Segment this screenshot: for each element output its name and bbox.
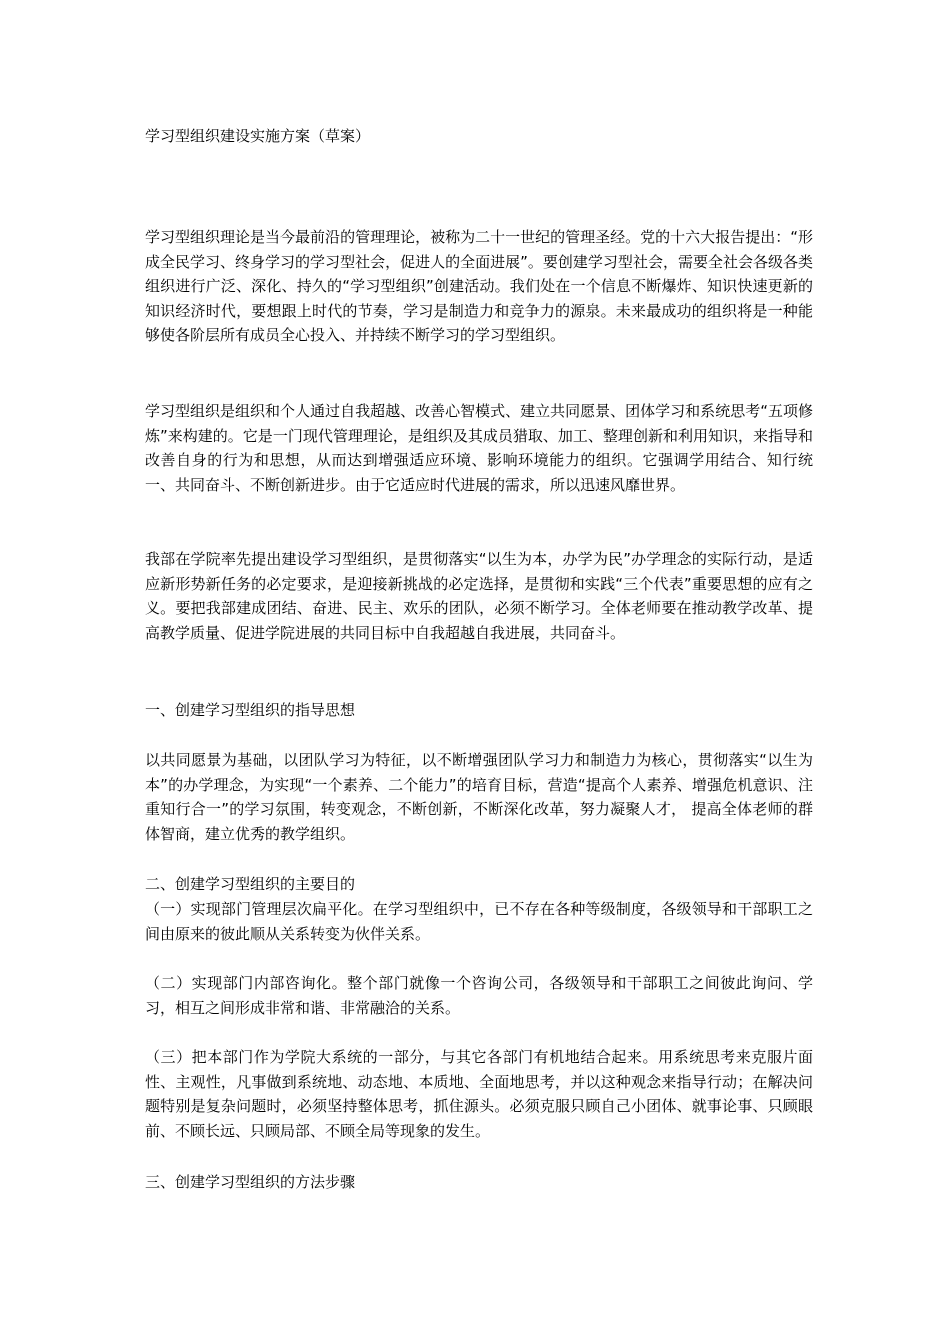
section-2-item-2: （二）实现部门内部咨询化。整个部门就像一个咨询公司，各级领导和干部职工之间彼此询问、学习，相互之间形成非常和谐、非常融洽的关系。 [145, 974, 813, 1017]
document-title: 学习型组织建设实施方案（草案） [145, 127, 371, 145]
section-1-heading: 一、创建学习型组织的指导思想 [145, 701, 356, 719]
section-2-item-1: （一）实现部门管理层次扁平化。在学习型组织中，已不存在各种等级制度，各级领导和干部职工之间由原来的彼此顺从关系转变为伙伴关系。 [145, 900, 813, 943]
section-3-heading: 三、创建学习型组织的方法步骤 [145, 1173, 356, 1191]
section-2-heading: 二、创建学习型组织的主要目的 [145, 875, 356, 893]
intro-paragraph-1: 学习型组织理论是当今最前沿的管理理论，被称为二十一世纪的管理圣经。党的十六大报告提出：“形成全民学习、终身学习的学习型社会，促进人的全面进展”。要创建学习型社会，需要全社会各级各类组织进行广泛、深化、持久的“学习型组织”创建活动。我们处在一个信息不断爆炸、知识快速更新的知识经济时代，要想跟上时代的节奏，学习是制造力和竞争力的源泉。未来最成功的组织将是一种能够使各阶层所有成员全心投入、并持续不断学习的学习型组织。 [145, 228, 813, 345]
intro-paragraph-3: 我部在学院率先提出建设学习型组织，是贯彻落实“以生为本，办学为民”办学理念的实际行动，是适应新形势新任务的必定要求，是迎接新挑战的必定选择，是贯彻和实践“三个代表”重要思想的应有之义。要把我部建成团结、奋进、民主、欢乐的团队，必须不断学习。全体老师要在推动教学改革、提高教学质量、促进学院进展的共同目标中自我超越自我进展，共同奋斗。 [145, 550, 813, 642]
section-1-body: 以共同愿景为基础，以团队学习为特征，以不断增强团队学习力和制造力为核心，贯彻落实“以生为本”的办学理念，为实现“一个素养、二个能力”的培育目标，营造“提高个人素养、增强危机意识、注重知行合一”的学习氛围，转变观念，不断创新，不断深化改革，努力凝聚人才， 提高全体老师的群体智商，建立优秀的教学组织。 [145, 751, 813, 843]
section-2-item-3: （三）把本部门作为学院大系统的一部分，与其它各部门有机地结合起来。用系统思考来克服片面性、主观性，凡事做到系统地、动态地、本质地、全面地思考，并以这种观念来指导行动；在解决问题特别是复杂问题时，必须坚持整体思考，抓住源头。必须克服只顾自己小团体、就事论事、只顾眼前、不顾长远、只顾局部、不顾全局等现象的发生。 [145, 1048, 813, 1140]
intro-paragraph-2: 学习型组织是组织和个人通过自我超越、改善心智模式、建立共同愿景、团体学习和系统思考“五项修炼”来构建的。它是一门现代管理理论，是组织及其成员猎取、加工、整理创新和利用知识，来指导和改善自身的行为和思想，从而达到增强适应环境、影响环境能力的组织。它强调学用结合、知行统一、共同奋斗、不断创新进步。由于它适应时代进展的需求，所以迅速风靡世界。 [145, 402, 813, 494]
